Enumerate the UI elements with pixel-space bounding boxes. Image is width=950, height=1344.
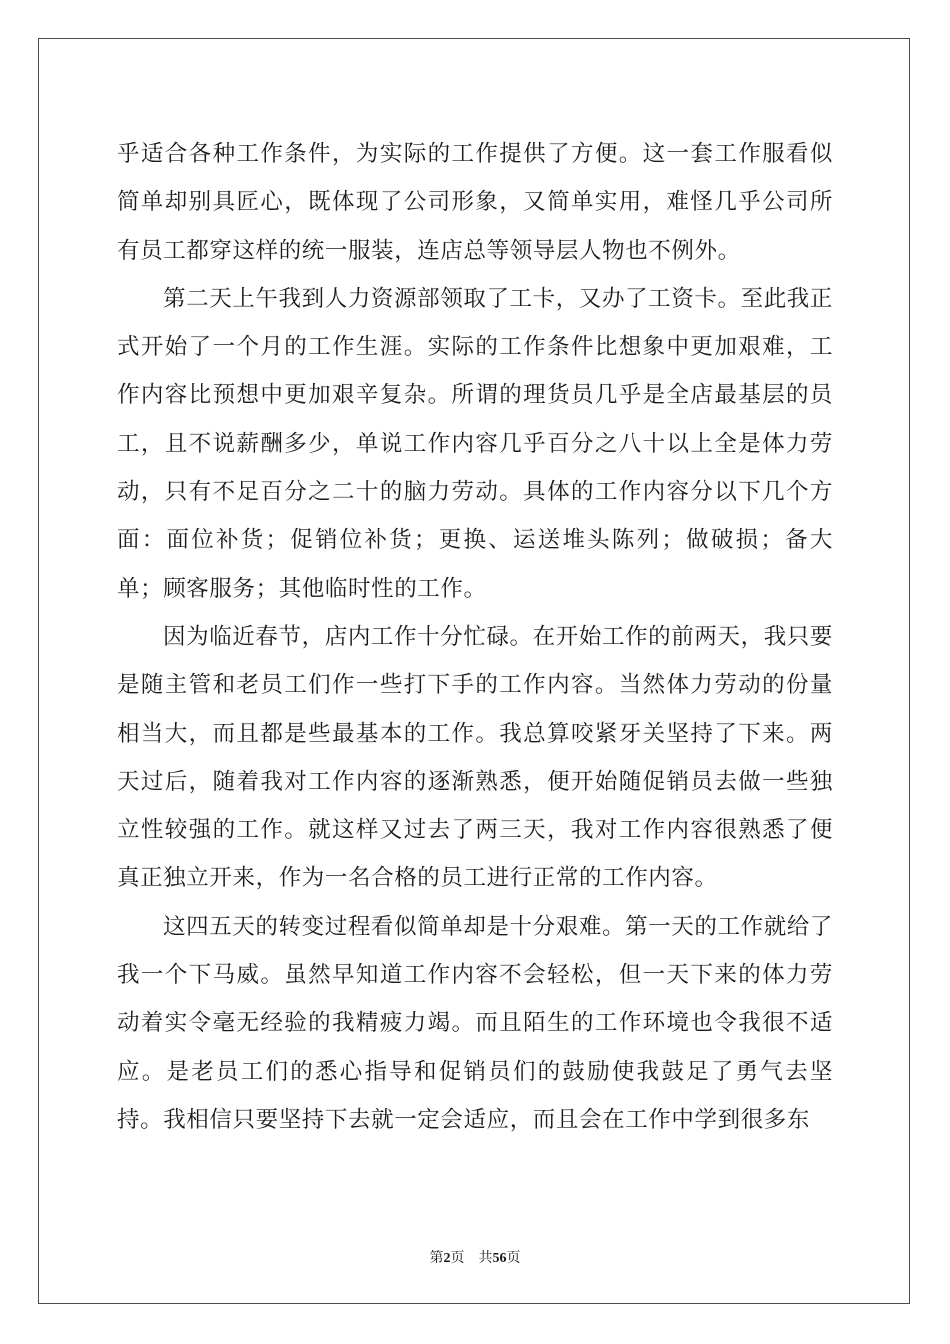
page-label-suffix: 页 [450, 1250, 465, 1266]
paragraph-4: 这四五天的转变过程看似简单却是十分艰难。第一天的工作就给了我一个下马威。虽然早知道工作内容不会轻松，但一天下来的体力劳动着实令毫无经验的我精疲力竭。而且陌生的工作环境也令我很不适应。是老员工们的悉心指导和促销员们的鼓励使我鼓足了勇气去坚持。我相信只要坚持下去就一定会适应，而且会在工作中学到很多东 [117, 913, 833, 1133]
paragraph-3: 因为临近春节，店内工作十分忙碌。在开始工作的前两天，我只要是随主管和老员工们作一些打下手的工作内容。当然体力劳动的份量相当大，而且都是些最基本的工作。我总算咬紧牙关坚持了下来。两天过后，随着我对工作内容的逐渐熟悉，便开始随促销员去做一些独立性较强的工作。就这样又过去了两三天，我对工作内容很熟悉了便真正独立开来，作为一名合格的员工进行正常的工作内容。 [117, 623, 833, 892]
page-label-prefix: 第 [429, 1250, 444, 1266]
page-footer [0, 1247, 950, 1267]
total-label-prefix: 共 [478, 1250, 493, 1266]
total-label-suffix: 页 [506, 1250, 521, 1266]
paragraph-1: 乎适合各种工作条件，为实际的工作提供了方便。这一套工作服看似简单却别具匠心，既体现了公司形象，又简单实用，难怪几乎公司所有员工都穿这样的统一服装，连店总等领导层人物也不例外。 [117, 141, 833, 264]
paragraph-2: 第二天上午我到人力资源部领取了工卡，又办了工资卡。至此我正式开始了一个月的工作生涯。实际的工作条件比想象中更加艰难，工作内容比预想中更加艰辛复杂。所谓的理货员几乎是全店最基层的员工，且不说薪酬多少，单说工作内容几乎百分之八十以上全是体力劳动，只有不足百分之二十的脑力劳动。具体的工作内容分以下几个方面：面位补货；促销位补货；更换、运送堆头陈列；做破损；备大单；顾客服务；其他临时性的工作。 [117, 285, 833, 602]
document-body [117, 130, 833, 1144]
current-page-number: 2 [443, 1251, 451, 1266]
total-page-count: 56 [492, 1251, 507, 1266]
